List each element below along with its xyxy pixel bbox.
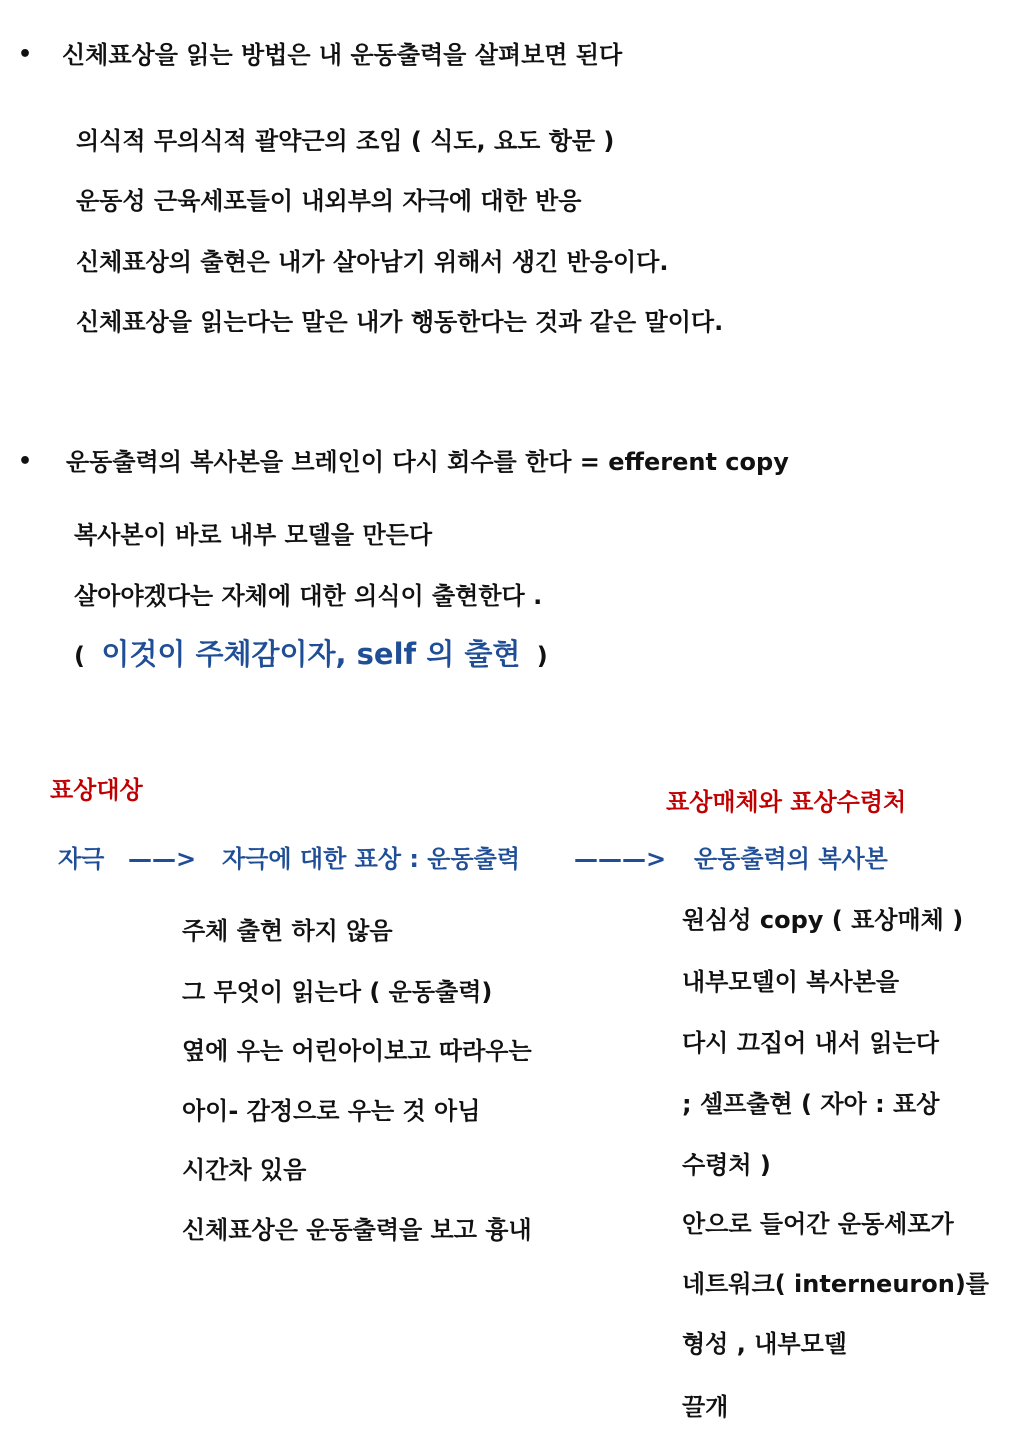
left-line-3: 옆에 우는 어린아이보고 따라우는: [182, 1037, 532, 1065]
label-represented-object: 표상대상: [50, 776, 143, 804]
bullet-2: •: [18, 449, 33, 474]
right-line-5: 수령처 ): [682, 1151, 771, 1179]
right-line-9: 끌개: [682, 1393, 729, 1421]
section1-line-1: 의식적 무의식적 괄약근의 조임 ( 식도, 요도 항문 ): [76, 127, 615, 155]
left-line-4: 아이- 감정으로 우는 것 아님: [182, 1097, 481, 1125]
section2-note: [74, 636, 548, 672]
section1-line-4: 신체표상을 읽는다는 말은 내가 행동한다는 것과 같은 말이다.: [76, 308, 724, 336]
section2-line-1: 복사본이 바로 내부 모델을 만든다: [74, 521, 432, 549]
right-line-6: 안으로 들어간 운동세포가: [682, 1210, 954, 1238]
note-close-paren: ): [536, 642, 548, 670]
flow-representation: 자극에 대한 표상 : 운동출력: [222, 845, 521, 873]
note-open-paren: (: [74, 642, 85, 670]
bullet-1: •: [18, 42, 33, 67]
right-line-3: 다시 끄집어 내서 읽는다: [682, 1029, 939, 1057]
right-line-4: ; 셀프출현 ( 자아 : 표상: [682, 1090, 940, 1118]
flow-copy: 운동출력의 복사본: [694, 845, 888, 873]
section1-line-2: 운동성 근육세포들이 내외부의 자극에 대한 반응: [76, 187, 582, 215]
label-medium-and-recipient: 표상매체와 표상수령처: [666, 788, 907, 816]
flow-arrow-1: ——>: [128, 845, 197, 873]
section2-line-2: 살아야겠다는 자체에 대한 의식이 출현한다 .: [74, 582, 543, 610]
right-line-7: 네트워크( interneuron)를: [682, 1270, 989, 1298]
flow-stimulus: 자극: [58, 845, 105, 873]
right-line-1: 원심성 copy ( 표상매체 ): [682, 906, 964, 934]
section1-heading: 신체표상을 읽는 방법은 내 운동출력을 살펴보면 된다: [62, 41, 623, 69]
section2-heading: 운동출력의 복사본을 브레인이 다시 회수를 한다 = efferent copy: [66, 448, 789, 476]
flow-arrow-2: ———>: [574, 845, 667, 873]
note-text: 이것이 주체감이자, self 의 출현: [101, 637, 521, 671]
left-line-2: 그 무엇이 읽는다 ( 운동출력): [182, 978, 493, 1006]
right-line-8: 형성 , 내부모델: [682, 1330, 847, 1358]
left-line-5: 시간차 있음: [182, 1156, 307, 1184]
left-line-6: 신체표상은 운동출력을 보고 흉내: [182, 1216, 532, 1244]
section1-line-3: 신체표상의 출현은 내가 살아남기 위해서 생긴 반응이다.: [76, 248, 669, 276]
left-line-1: 주체 출현 하지 않음: [182, 917, 393, 945]
right-line-2: 내부모델이 복사본을: [682, 968, 900, 996]
